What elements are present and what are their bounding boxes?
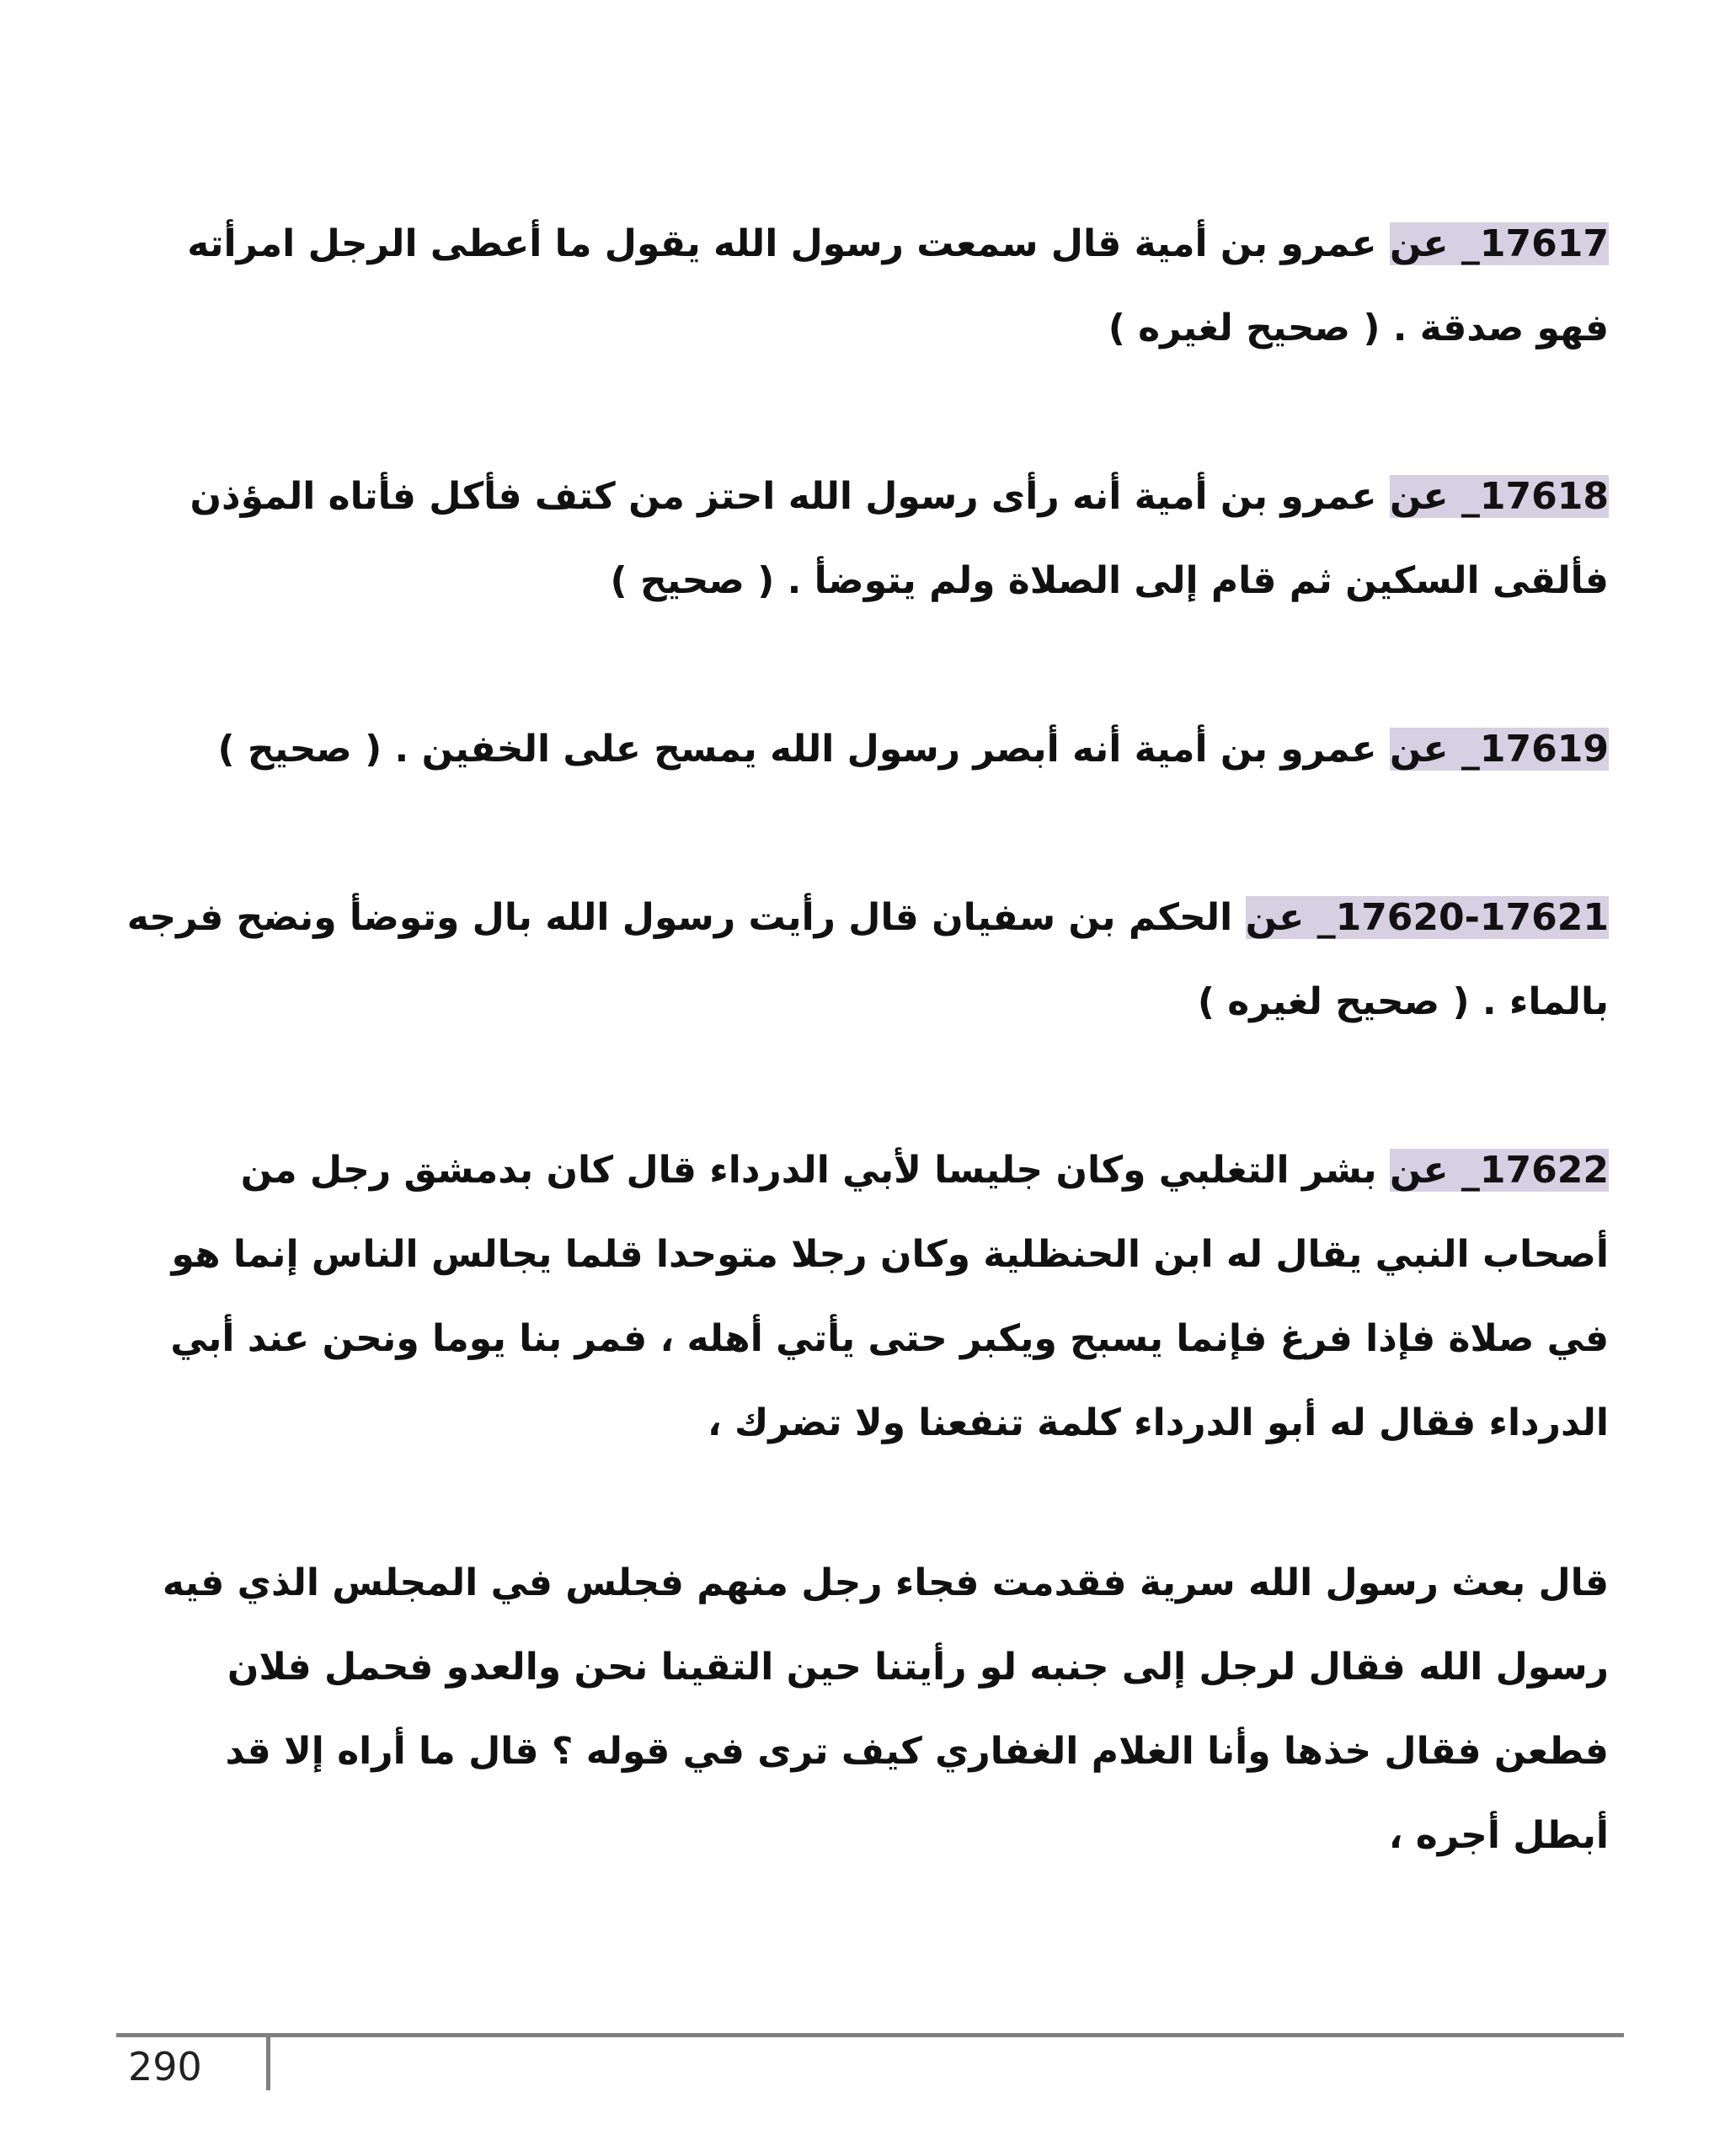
hadith-number-highlight: 17622_ عن — [1389, 1149, 1609, 1192]
hadith-an: عن — [1245, 896, 1305, 939]
hadith-number: 17618 — [1479, 475, 1609, 518]
footer-tick — [266, 2033, 270, 2090]
hadith-text: بشر التغلبي وكان جليسا لأبي الدرداء قال كان بدمشق رجل من أصحاب النبي يقال له ابن الحنظلية وكان رجلا متوحدا قلما يجالس الناس إنما هو في صلاة فإذا فرغ فإنما يسبح ويكبر حتى يأتي أهله ، فمر بنا يوما ونحن عند أبي الدرداء فقال له أبو الدرداء كلمة تنفعنا ولا تضرك ، — [170, 1149, 1609, 1444]
hadith-number-highlight: 17618_ عن — [1389, 475, 1609, 518]
hadith-an: عن — [1389, 728, 1449, 771]
hadith-text: عمرو بن أمية أنه رأى رسول الله احتز من كتف فأكل فأتاه المؤذن فألقى السكين ثم قام إلى الصلاة ولم يتوضأ . ( صحيح ) — [190, 475, 1609, 602]
page-number: 290 — [128, 2044, 202, 2089]
hadith-an: عن — [1389, 222, 1449, 265]
hadith-number-highlight: 17617_ عن — [1389, 222, 1609, 265]
hadith-17618 — [126, 455, 1609, 623]
hadith-number: 17619 — [1479, 728, 1609, 771]
hadith-text: عمرو بن أمية أنه أبصر رسول الله يمسح على الخفين . ( صحيح ) — [217, 728, 1377, 771]
hadith-number: 17617 — [1479, 222, 1609, 265]
hadith-text: عمرو بن أمية قال سمعت رسول الله يقول ما أعطى الرجل امرأته فهو صدقة . ( صحيح لغيره ) — [187, 222, 1609, 350]
hadith-17617 — [126, 202, 1609, 371]
hadith-number-highlight: 17619_ عن — [1389, 728, 1609, 771]
hadith-17620-17621 — [126, 876, 1609, 1044]
hadith-number-highlight: 17620-17621_ عن — [1245, 896, 1609, 939]
hadith-17619 — [126, 707, 1609, 792]
hadith-number: 17620-17621 — [1335, 896, 1609, 939]
hadith-an: عن — [1389, 1149, 1449, 1192]
footer-rule — [116, 2033, 1624, 2037]
hadith-number: 17622 — [1479, 1149, 1609, 1192]
hadith-an: عن — [1389, 475, 1449, 518]
hadith-17622-continuation: قال بعث رسول الله سرية فقدمت فجاء رجل منهم فجلس في المجلس الذي فيه رسول الله فقال لرجل إلى جنبه لو رأيتنا حين التقينا نحن والعدو فحمل فلان فطعن فقال خذها وأنا الغلام الغفاري كيف ترى في قوله ؟ قال ما أراه إلا قد أبطل أجره ، — [162, 1561, 1609, 1857]
hadith-text: الحكم بن سفيان قال رأيت رسول الله بال وتوضأ ونضح فرجه بالماء . ( صحيح لغيره ) — [126, 896, 1609, 1023]
hadith-17622 — [126, 1129, 1609, 1465]
page-body — [126, 202, 1609, 1962]
